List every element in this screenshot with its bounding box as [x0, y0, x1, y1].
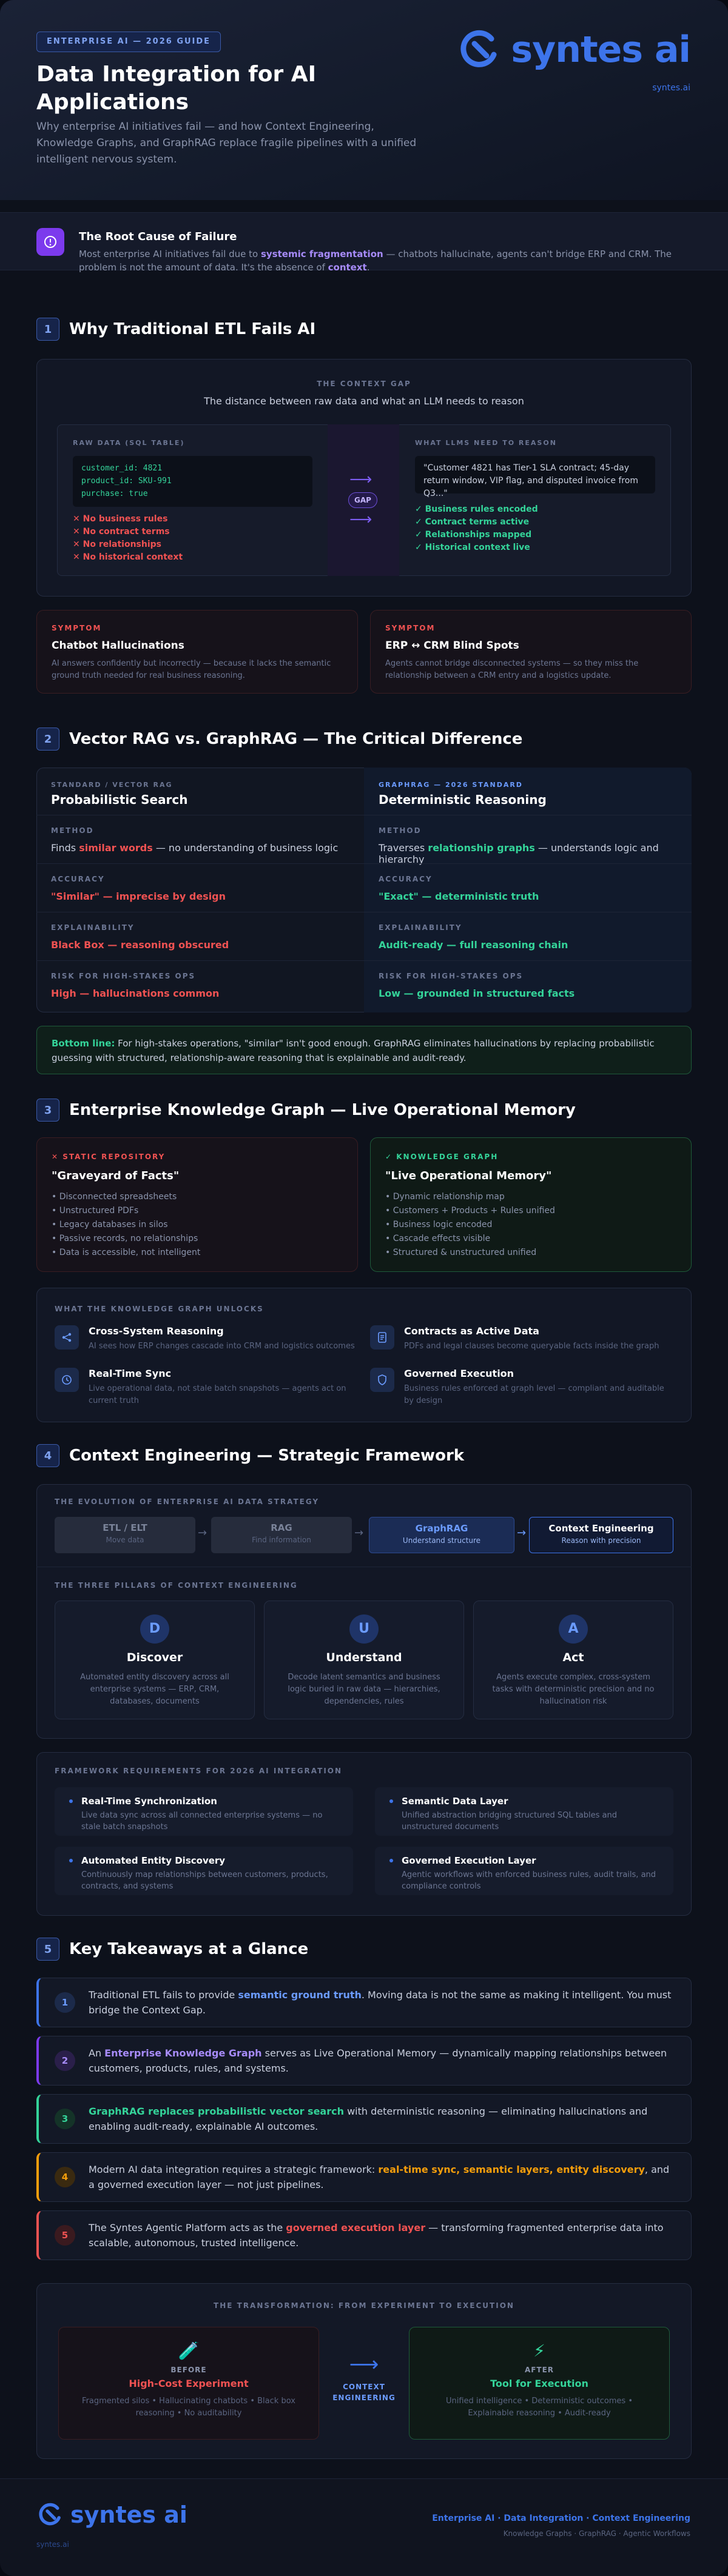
- vector-rag-header: STANDARD / VECTOR RAG Probabilistic Search: [51, 781, 188, 807]
- footer-logo[interactable]: syntes ai: [36, 2500, 187, 2529]
- context-quote: "Customer 4821 has Tier-1 SLA contract; 45-day return window, VIP flag, and disputed invoice from Q3...": [415, 456, 655, 493]
- arrow-right-icon: →: [517, 1527, 527, 1539]
- shield-icon: [370, 1368, 394, 1392]
- alert-icon: [36, 228, 64, 256]
- missing-list: ✕ No business rules ✕ No contract terms ✕ No relationships ✕ No historical context: [73, 514, 183, 562]
- arrow-right-icon: →: [198, 1527, 207, 1539]
- gap-pill: GAP: [348, 492, 377, 508]
- brand-wordmark: syntes ai: [511, 28, 690, 71]
- brand-logo[interactable]: [456, 25, 690, 74]
- bottom-line-callout: Bottom line: For high-stakes operations, "similar" isn't good enough. GraphRAG eliminates hallucinations by replacing probabilistic guessing with structured, relationship-aware reasoning that is explainable and audit-ready.: [36, 1026, 692, 1074]
- table-row: [36, 863, 692, 917]
- card-tag: ✓ KNOWLEDGE GRAPH: [385, 1153, 499, 1161]
- section-title: Why Traditional ETL Fails AI: [69, 320, 316, 338]
- llm-needs-label: WHAT LLMS NEED TO REASON: [415, 439, 557, 447]
- symptom-title: Chatbot Hallucinations: [52, 640, 184, 652]
- transformation-label: THE TRANSFORMATION: FROM EXPERIMENT TO EXECUTION: [214, 2301, 514, 2310]
- section-title: Context Engineering — Strategic Framework: [69, 1447, 465, 1465]
- requirement-item: Governed Execution Layer Agentic workflows with enforced business rules, audit trails, and compliance controls: [375, 1847, 673, 1895]
- symptom-desc: AI answers confidently but incorrectly — because it lacks the semantic ground truth needed for real business reasoning.: [52, 659, 331, 680]
- page-title: Data Integration for AI Applications: [36, 62, 317, 115]
- transformation-arrow: ⟶ CONTEXT ENGINEERING: [328, 2352, 400, 2403]
- table-cell: METHOD Finds similar words — no understanding of business logic: [51, 826, 339, 854]
- symptom-tag: SYMPTOM: [385, 624, 436, 632]
- after-card: ⚡ AFTER Tool for Execution Unified intelligence • Deterministic outcomes • Explainable reasoning • Audit-ready: [409, 2327, 670, 2440]
- section-number: 3: [36, 1099, 59, 1122]
- symptom-title: ERP ↔ CRM Blind Spots: [385, 640, 519, 652]
- arrow-right-icon: ⟶: [349, 510, 372, 529]
- table-cell: EXPLAINABILITY Black Box — reasoning obscured: [51, 923, 229, 951]
- footer-tagline: Enterprise AI · Data Integration · Context Engineering: [432, 2514, 690, 2523]
- section-number: 5: [36, 1938, 59, 1961]
- section-3-heading: [36, 1099, 576, 1122]
- takeaway-item: 5 The Syntes Agentic Platform acts as the governed execution layer — transforming fragmented enterprise data into scalable, autonomous, trusted intelligence.: [36, 2210, 692, 2260]
- section-title: Key Takeaways at a Glance: [69, 1940, 309, 1958]
- takeaway-item: 4 Modern AI data integration requires a strategic framework: real-time sync, semantic layers, entity discovery, and a governed execution layer — not just pipelines.: [36, 2152, 692, 2202]
- card-tag: ✕ STATIC REPOSITORY: [52, 1153, 166, 1161]
- before-card: 🧪 BEFORE High-Cost Experiment Fragmented silos • Hallucinating chatbots • Black box reasoning • No auditability: [58, 2327, 319, 2440]
- evolution-step: Context Engineering Reason with precision: [529, 1517, 673, 1553]
- requirement-item: Real-Time Synchronization Live data sync across all connected enterprise systems — no stale batch snapshots: [55, 1787, 353, 1836]
- root-cause-title: The Root Cause of Failure: [79, 230, 237, 243]
- table-cell: RISK FOR HIGH-STAKES OPS Low — grounded in structured facts: [379, 972, 575, 999]
- clock-icon: [55, 1368, 79, 1392]
- section-title: Vector RAG vs. GraphRAG — The Critical Difference: [69, 730, 523, 748]
- pillar-card: D Discover Automated entity discovery across all enterprise systems — ERP, CRM, databases, documents: [55, 1601, 255, 1719]
- pillar-card: A Act Agents execute complex, cross-system tasks with deterministic precision and no hallucination risk: [473, 1601, 673, 1719]
- takeaway-item: 3 GraphRAG replaces probabilistic vector search with deterministic reasoning — eliminating hallucinations and enabling audit-ready, explainable AI outcomes.: [36, 2094, 692, 2144]
- footer-url[interactable]: syntes.ai: [36, 2540, 69, 2549]
- card-title: "Graveyard of Facts": [52, 1169, 180, 1182]
- flask-icon: 🧪: [178, 2341, 200, 2361]
- table-cell: ACCURACY "Exact" — deterministic truth: [379, 875, 539, 902]
- card-list: • Dynamic relationship map • Customers + Products + Rules unified • Business logic encoded • Cascade effects visible • Structured & unstructured unified: [385, 1192, 555, 1257]
- context-gap-label: THE CONTEXT GAP: [317, 380, 411, 388]
- share-icon: [55, 1325, 79, 1350]
- section-5-heading: [36, 1938, 308, 1961]
- graphrag-header: GRAPHRAG — 2026 STANDARD Deterministic Reasoning: [379, 781, 547, 807]
- unlock-item: Cross-System Reasoning AI sees how ERP changes cascade into CRM and logistics outcomes: [55, 1325, 358, 1353]
- syntes-logo-icon: [456, 25, 505, 74]
- unlocks-label: WHAT THE KNOWLEDGE GRAPH UNLOCKS: [55, 1305, 264, 1313]
- evolution-step: RAG Find information: [211, 1517, 352, 1553]
- table-cell: RISK FOR HIGH-STAKES OPS High — hallucinations common: [51, 972, 220, 999]
- syntes-logo-icon: [36, 2500, 66, 2529]
- knowledge-graph-card: [370, 1137, 692, 1272]
- pillars-label: THE THREE PILLARS OF CONTEXT ENGINEERING: [55, 1581, 298, 1590]
- requirement-item: Automated Entity Discovery Continuously map relationships between customers, products, contracts, and systems: [55, 1847, 353, 1895]
- requirement-item: Semantic Data Layer Unified abstraction bridging structured SQL tables and unstructured documents: [375, 1787, 673, 1836]
- arrow-right-icon: ⟶: [349, 470, 372, 489]
- requirements-label: FRAMEWORK REQUIREMENTS FOR 2026 AI INTEGRATION: [55, 1767, 343, 1775]
- lightning-icon: ⚡: [533, 2341, 545, 2361]
- evolution-step: GraphRAG Understand structure: [369, 1517, 514, 1553]
- needs-list: ✓ Business rules encoded ✓ Contract terms active ✓ Relationships mapped ✓ Historical context live: [415, 504, 538, 552]
- raw-data-label: RAW DATA (SQL TABLE): [73, 439, 185, 447]
- brand-url[interactable]: syntes.ai: [652, 83, 690, 93]
- section-2-heading: [36, 728, 522, 751]
- takeaway-item: 1 Traditional ETL fails to provide semantic ground truth. Moving data is not the same as making it intelligent. You must bridge the Context Gap.: [36, 1978, 692, 2027]
- footer-subtagline: Knowledge Graphs · GraphRAG · Agentic Workflows: [503, 2529, 690, 2538]
- takeaway-item: 2 An Enterprise Knowledge Graph serves as Live Operational Memory — dynamically mapping relationships between customers, products, rules, and systems.: [36, 2036, 692, 2086]
- table-row: [36, 815, 692, 868]
- table-row: [36, 960, 692, 1014]
- section-number: 1: [36, 318, 59, 341]
- card-title: "Live Operational Memory": [385, 1169, 552, 1182]
- pillar-card: U Understand Decode latent semantics and business logic buried in raw data — hierarchies, dependencies, rules: [264, 1601, 464, 1719]
- table-cell: METHOD Traverses relationship graphs — understands logic and hierarchy: [379, 826, 659, 865]
- card-list: • Disconnected spreadsheets • Unstructured PDFs • Legacy databases in silos • Passive records, no relationships • Data is accessible, not intelligent: [52, 1192, 201, 1257]
- unlock-item: Contracts as Active Data PDFs and legal clauses become queryable facts inside the graph: [370, 1325, 673, 1353]
- evolution-step: ETL / ELT Move data: [55, 1517, 195, 1553]
- unlock-item: Governed Execution Business rules enforced at graph level — compliant and auditable by design: [370, 1368, 673, 1407]
- page-subtitle: Why enterprise AI initiatives fail — and how Context Engineering, Knowledge Graphs, and GraphRAG replace fragile pipelines with a unified intelligent nervous system.: [36, 121, 417, 166]
- symptom-tag: SYMPTOM: [52, 624, 102, 632]
- context-gap-subtitle: The distance between raw data and what an LLM needs to reason: [204, 395, 524, 407]
- section-1-heading: [36, 318, 315, 341]
- table-row: [36, 912, 692, 965]
- section-number: 4: [36, 1444, 59, 1467]
- root-cause-text: Most enterprise AI initiatives fail due to systemic fragmentation — chatbots hallucinate, agents can't bridge ERP and CRM. The problem is not the amount of data. It's the absence of context.: [79, 249, 672, 273]
- table-cell: EXPLAINABILITY Audit-ready — full reasoning chain: [379, 923, 568, 951]
- unlock-item: Real-Time Sync Live operational data, not stale batch snapshots — agents act on current truth: [55, 1368, 358, 1407]
- sql-code-block: customer_id: 4821 product_id: SKU-991 purchase: true: [73, 456, 312, 507]
- arrow-right-icon: ⟶: [349, 2352, 379, 2377]
- symptom-desc: Agents cannot bridge disconnected systems — so they miss the relationship between a CRM entry and a logistics update.: [385, 659, 639, 680]
- symptom-card: [370, 610, 692, 694]
- section-title: Enterprise Knowledge Graph — Live Operational Memory: [69, 1101, 576, 1119]
- evolution-label: THE EVOLUTION OF ENTERPRISE AI DATA STRATEGY: [55, 1497, 320, 1506]
- table-cell: ACCURACY "Similar" — imprecise by design: [51, 875, 226, 902]
- document-icon: [370, 1325, 394, 1350]
- static-repository-card: [36, 1137, 358, 1272]
- symptom-card: [36, 610, 358, 694]
- section-number: 2: [36, 728, 59, 751]
- section-4-heading: [36, 1444, 464, 1467]
- guide-badge: ENTERPRISE AI — 2026 GUIDE: [36, 32, 221, 52]
- arrow-right-icon: →: [354, 1527, 364, 1539]
